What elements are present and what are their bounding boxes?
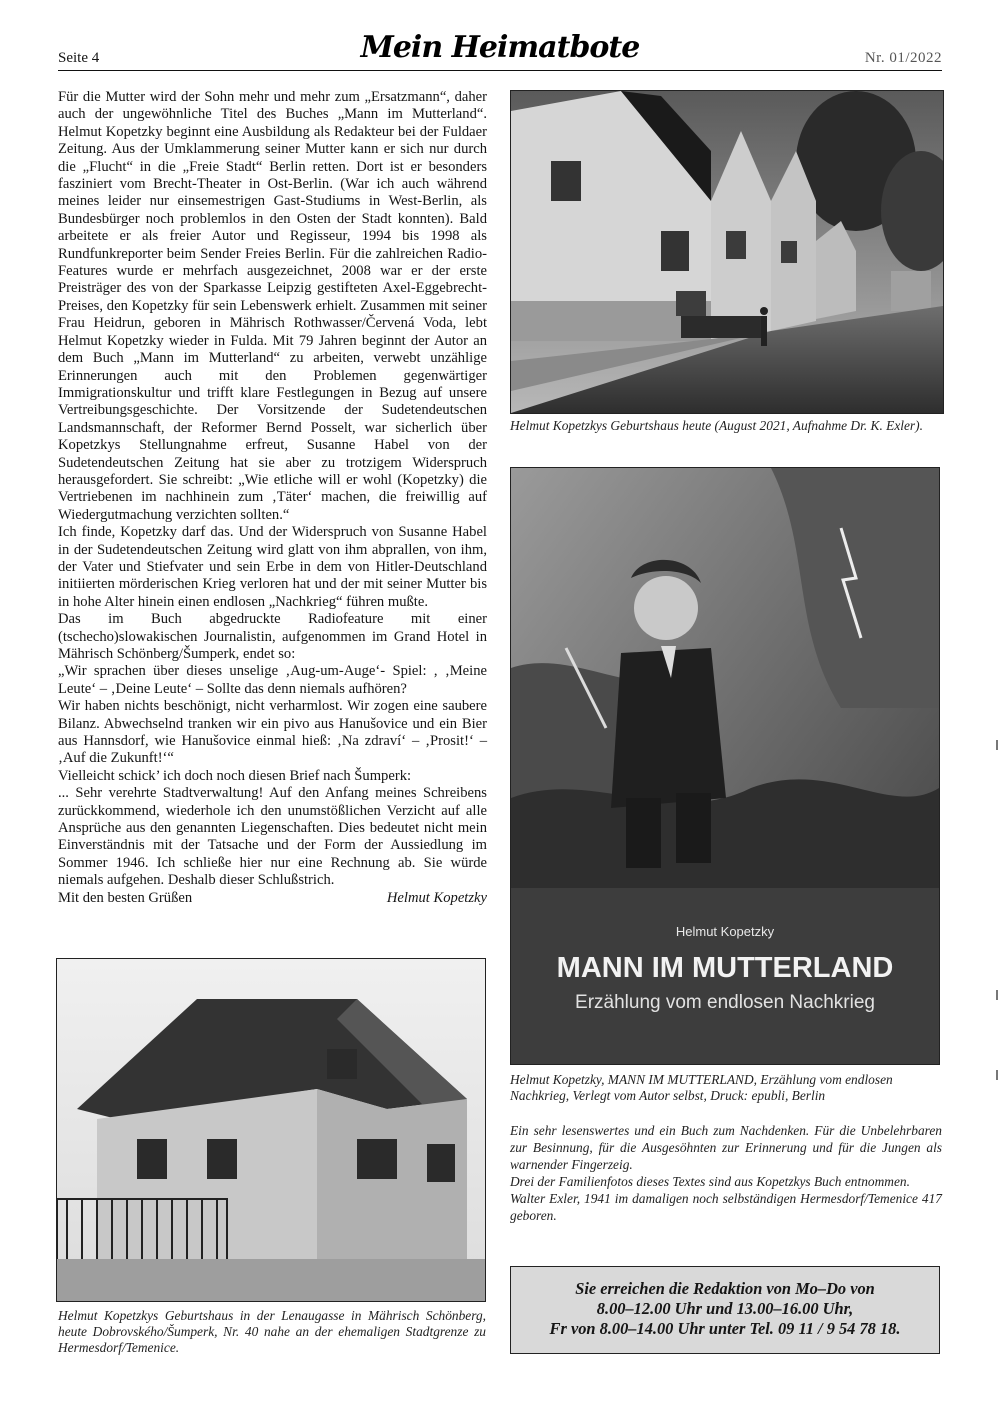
article-paragraph: Ich finde, Kopetzky darf das. Und der Widerspruch von Susanne Habel in der Sudetendeutschen Zeitung wird glatt von ihm abprallen, von ihm, der Vater und Stiefvater und sein Erbe in dem von Hitler-Deutschland initiierten mörderischen Krieg verloren hat und der mit seiner Mutter bis in hohe Alter hinein einen endlosen „Nachkrieg“ führen mußte. <box>58 524 487 610</box>
header-divider <box>58 70 942 71</box>
book-caption: Helmut Kopetzky, MANN IM MUTTERLAND, Erzählung vom endlosen Nachkrieg, Verlegt vom Autor selbst, Druck: epubli, Berlin <box>510 1072 893 1103</box>
review-paragraph: Ein sehr lesenswertes und ein Buch zum Nachdenken. Für die Unbelehrbaren zur Besinnung, für die Ausgesöhnten zur Erinnerung und für die Jungen als warnender Fingerzeig. <box>510 1123 942 1172</box>
closing-text: Mit den besten Grüßen <box>58 889 193 906</box>
cover-author-text: Helmut Kopetzky <box>675 924 775 939</box>
photo-caption: Helmut Kopetzkys Geburtshaus in der Lenaugasse in Mährisch Schönberg, heute Dobrovského/Šumperk, Nr. 40 nahe an der ehemaligen Stadtgrenze zu Hermesdorf/Temenice. <box>58 1308 486 1355</box>
masthead-logo: Mein Heimatbote <box>360 30 640 65</box>
cover-subtitle-text: Erzählung vom endlosen Nachkrieg <box>575 992 875 1013</box>
scan-mark <box>996 990 998 1000</box>
review-paragraph: Walter Exler, 1941 im damaligen noch selbständigen Hermesdorf/Temenice 417 geboren. <box>510 1191 942 1223</box>
editorial-contact-box <box>510 1266 940 1354</box>
author-signature: Helmut Kopetzky <box>386 889 487 906</box>
page-number: Seite 4 <box>58 50 100 66</box>
article-signoff <box>58 890 487 907</box>
birth-house-today-photo <box>510 90 944 414</box>
scan-mark <box>996 1070 998 1080</box>
photo-caption: Helmut Kopetzkys Geburtshaus heute (August 2021, Aufnahme Dr. K. Exler). <box>510 418 923 433</box>
article-paragraph: Vielleicht schick’ ich doch noch diesen Brief nach Šumperk: <box>58 767 412 784</box>
article-quote: „Wir sprachen über dieses unselige ‚Aug-um-Auge‘- Spiel: , ‚Meine Leute‘ – ‚Deine Leute‘ – Sollte das denn niemals aufhören? <box>58 663 487 697</box>
review-paragraph: Drei der Familienfotos dieses Textes sind aus Kopetzkys Buch entnommen. <box>510 1174 910 1189</box>
contact-line: Fr von 8.00–14.00 Uhr unter Tel. 09 11 / 9 54 78 18. <box>549 1319 901 1338</box>
contact-line: 8.00–12.00 Uhr und 13.00–16.00 Uhr, <box>596 1299 854 1318</box>
contact-line: Sie erreichen die Redaktion von Mo–Do von <box>575 1279 875 1298</box>
article-quote: Wir haben nichts beschönigt, nicht verharmlost. Wir zogen eine saubere Bilanz. Abwechselnd tranken wir ein pivo aus Hanušovice und ein Bier aus Hannsdorf, wie Hanušovice einmal hieß: ‚Na zdraví‘ – ‚Prosit!‘ – ‚Auf die Zukunft!‘“ <box>58 698 487 767</box>
book-cover-image <box>510 467 940 1065</box>
article-paragraph: Für die Mutter wird der Sohn mehr und mehr zum „Ersatzmann“, daher auch der ungewöhnliche Titel des Buches „Mann im Mutterland“. Helmut Kopetzky beginnt eine Ausbildung als Redakteur bei der Fuldaer Zeitung. Aus der Umklammerung seiner Mutter kann er sich nur durch die „Flucht“ in die „Freie Stadt“ Berlin retten. Dort ist er besonders fasziniert vom Brecht-Theater in Ost-Berlin. (War ich auch während meines leider nur einsemestrigen Gast-Studiums in West-Berlin, als Bundesbürger noch problemlos in den Osten der Stadt konnten). Bald arbeitete er als freier Autor und Regisseur, 1994 bis 1998 als Rundfunkreporter beim Sender Freies Berlin. Für die zahlreichen Radio-Features wurde er mehrfach ausgezeichnet, 2008 war er der erste Preisträger des von der Sparkasse Leipzig gestifteten Axel-Eggebrecht-Preises, den Kopetzky für sein Lebenswerk erhielt. Zusammen mit seiner Frau Heidrun, geboren in Mährisch Rothwasser/Červená Voda, lebt Helmut Kopetzky wieder in Fulda. Mit 79 Jahren beginnt der Autor an dem Buch „Mann im Mutterland“ zu arbeiten, verwebt unzählige Erinnerungen auch mit den Problemen gegenwärtiger Immigrationskultur und trifft klare Festlegungen in Bezug auf unsere Vertreibungsgeschichte. Der Vorsitzende der Sudetendeutschen Landsmannschaft, der Reformer Bernd Posselt, war sicherlich über Kopetzkys Stellungnahme erfreut, Susanne Habel von der Sudetendeutschen Zeitung hat sie aber zu trotzigem Widerspruch herausgefordert. Sie schreibt: „Wie etliche will er wohl (Kopetzky) die Vertriebenen im nachhinein zum ‚Täter‘ machen, die freiwillig auf Wiedergutmachung verzichten sollten.“ <box>58 89 487 523</box>
issue-number: Nr. 01/2022 <box>864 50 942 66</box>
article-letter: ... Sehr verehrte Stadtverwaltung! Auf den Anfang meines Schreibens zurückkommend, wiederhole ich den unumstößlichen Verzicht auf alle Ansprüche aus den genannten Liegenschaften. Dies bedeutet nicht mein Einverständnis mit der Tatsache und der Form der Aussiedlung im Sommer 1946. Ich schließe hier nur eine Rechnung ab. Sie würde niemals aufgehen. Deshalb dieser Schlußstrich. <box>58 785 487 889</box>
article-body <box>58 89 487 907</box>
review-text <box>510 1122 942 1224</box>
birth-house-historic-photo <box>56 958 486 1302</box>
scan-mark <box>996 740 998 750</box>
article-paragraph: Das im Buch abgedruckte Radiofeature mit einer (tschecho)slowakischen Journalistin, aufgenommen im Grand Hotel in Mährisch Schönberg/Šumperk, endet so: <box>58 611 487 662</box>
cover-title-text: MANN IM MUTTERLAND <box>556 952 894 984</box>
